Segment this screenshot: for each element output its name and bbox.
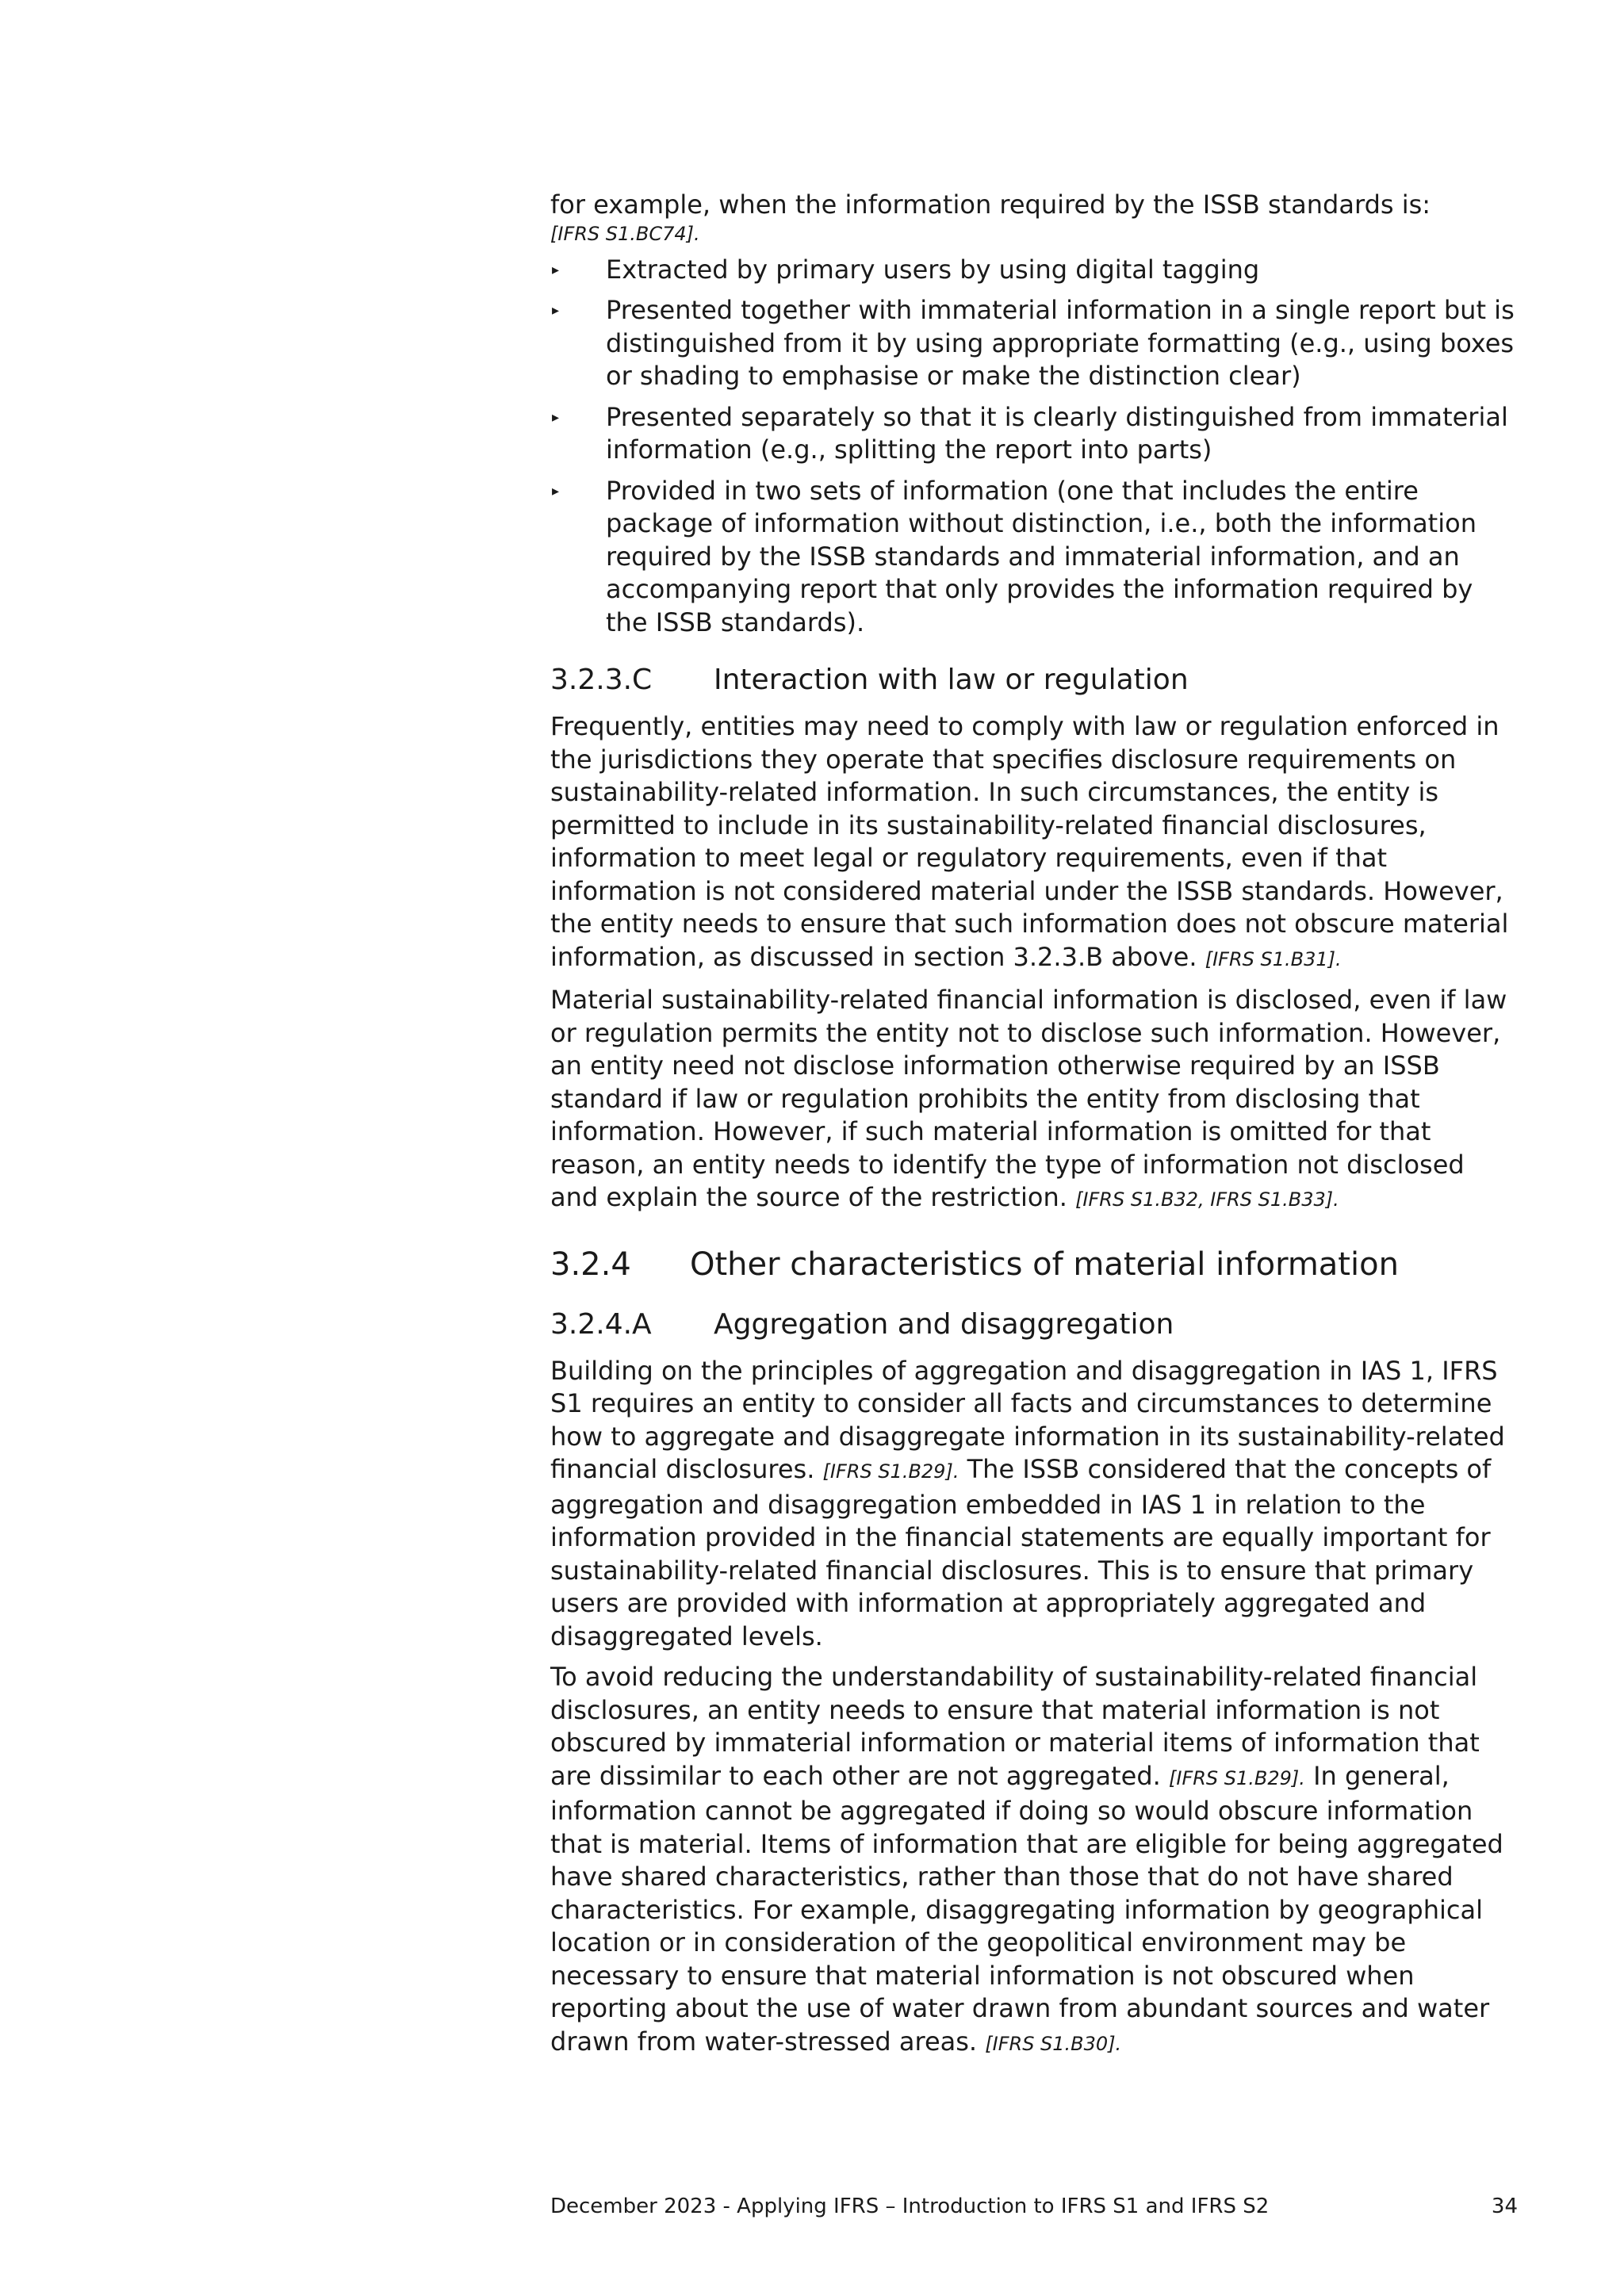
intro-text: for example, when the information required by the ISSB standards is:: [550, 189, 1431, 220]
paragraph-text: Building on the principles of aggregation and disaggregation in IAS 1, IFRS S1 requires an entity to consider all facts and circumstances to determine how to aggregate and disaggregate information in its sustainability-related financial disclosures.: [550, 1355, 1505, 1484]
page-footer: [550, 2195, 1518, 2218]
main-content: [550, 189, 1518, 2068]
list-item: [550, 254, 1518, 287]
intro-reference: [IFRS S1.BC74].: [550, 222, 700, 245]
heading-3-2-4: [550, 1246, 1518, 1284]
heading-title: Interaction with law or regulation: [714, 664, 1189, 696]
bullet-arrow-icon: ▸: [552, 408, 560, 426]
paragraph-reference: [IFRS S1.B30].: [985, 2032, 1122, 2055]
paragraph-reference: [IFRS S1.B29].: [822, 1460, 959, 1483]
page-number: 34: [1491, 2195, 1518, 2218]
intro-paragraph: [550, 189, 1518, 246]
list-item: [550, 475, 1518, 640]
heading-title: Aggregation and disaggregation: [714, 1307, 1174, 1341]
paragraph-reference: [IFRS S1.B31].: [1205, 947, 1342, 970]
bullet-arrow-icon: ▸: [552, 302, 560, 319]
paragraph-text: Material sustainability-related financial information is disclosed, even if law or regulation permits the entity not to disclose such information. However, an entity need not disclose information otherwise required by an ISSB standard if law or regulation prohibits the entity from disclosing that information. However, if such material information is omitted for that reason, an entity needs to identify the type of information not disclosed and explain the source of the restriction.: [550, 985, 1507, 1212]
paragraph-aggregation-1: [550, 1355, 1518, 1654]
paragraph-text: Frequently, entities may need to comply with law or regulation enforced in the jurisdictions they operate that specifies disclosure requirements on sustainability-related information. In such circumstances, the entity is permitted to include in its sustainability-related financial disclosures, information to meet legal or regulatory requirements, even if that information is not considered material under the ISSB standards. However, the entity needs to ensure that such information does not obscure material information, as discussed in section 3.2.3.B above.: [550, 711, 1509, 972]
paragraph-text: In general, information cannot be aggregated if doing so would obscure information that is material. Items of information that are eligible for being aggregated have shared characteristics, rather than those that do not have shared characteristics. For example, disaggregating information by geographical location or in consideration of the geopolitical environment may be necessary to ensure that material information is not obscured when reporting about the use of water drawn from abundant sources and water drawn from water-stressed areas.: [550, 1760, 1503, 2057]
heading-title: Other characteristics of material information: [690, 1246, 1399, 1283]
bullet-text: Extracted by primary users by using digital tagging: [606, 254, 1260, 285]
paragraph-text: The ISSB considered that the concepts of aggregation and disaggregation embedded in IAS 1 in relation to the information provided in the financial statements are equally important for sustainability-related financial disclosures. This is to ensure that primary users are provided with information at appropriately aggregated and disaggregated levels.: [550, 1454, 1492, 1651]
bullet-text: Provided in two sets of information (one that includes the entire package of information without distinction, i.e., both the information required by the ISSB standards and immaterial information, and an accompanying report that only provides the information required by the ISSB standards).: [606, 475, 1477, 637]
heading-3-2-3-c: [550, 663, 1518, 698]
bullet-arrow-icon: ▸: [552, 261, 560, 278]
paragraph-aggregation-2: [550, 1661, 1518, 2061]
heading-number: 3.2.4: [550, 1246, 631, 1283]
bullet-text: Presented together with immaterial information in a single report but is distinguished from it by using appropriate formatting (e.g., using boxes or shading to emphasise or make the distinction clear): [606, 295, 1515, 391]
paragraph-reference: [IFRS S1.B32, IFRS S1.B33].: [1075, 1188, 1339, 1211]
bullet-list: [550, 254, 1518, 640]
heading-number: 3.2.3.C: [550, 664, 653, 696]
paragraph-law-regulation-1: [550, 710, 1518, 976]
bullet-text: Presented separately so that it is clearly distinguished from immaterial information (e.g., splitting the report into parts): [606, 401, 1508, 465]
list-item: [550, 401, 1518, 467]
heading-number: 3.2.4.A: [550, 1307, 652, 1341]
paragraph-text: To avoid reducing the understandability of sustainability-related financial disclosures, an entity needs to ensure that material information is not obscured by immaterial information or material items of information that are dissimilar to each other are not aggregated.: [550, 1662, 1480, 1791]
list-item: [550, 294, 1518, 393]
bullet-arrow-icon: ▸: [552, 482, 560, 499]
paragraph-reference: [IFRS S1.B29].: [1169, 1766, 1305, 1789]
heading-3-2-4-a: [550, 1307, 1518, 1342]
footer-title: December 2023 - Applying IFRS – Introduction to IFRS S1 and IFRS S2: [550, 2195, 1270, 2218]
paragraph-law-regulation-2: [550, 984, 1518, 1217]
